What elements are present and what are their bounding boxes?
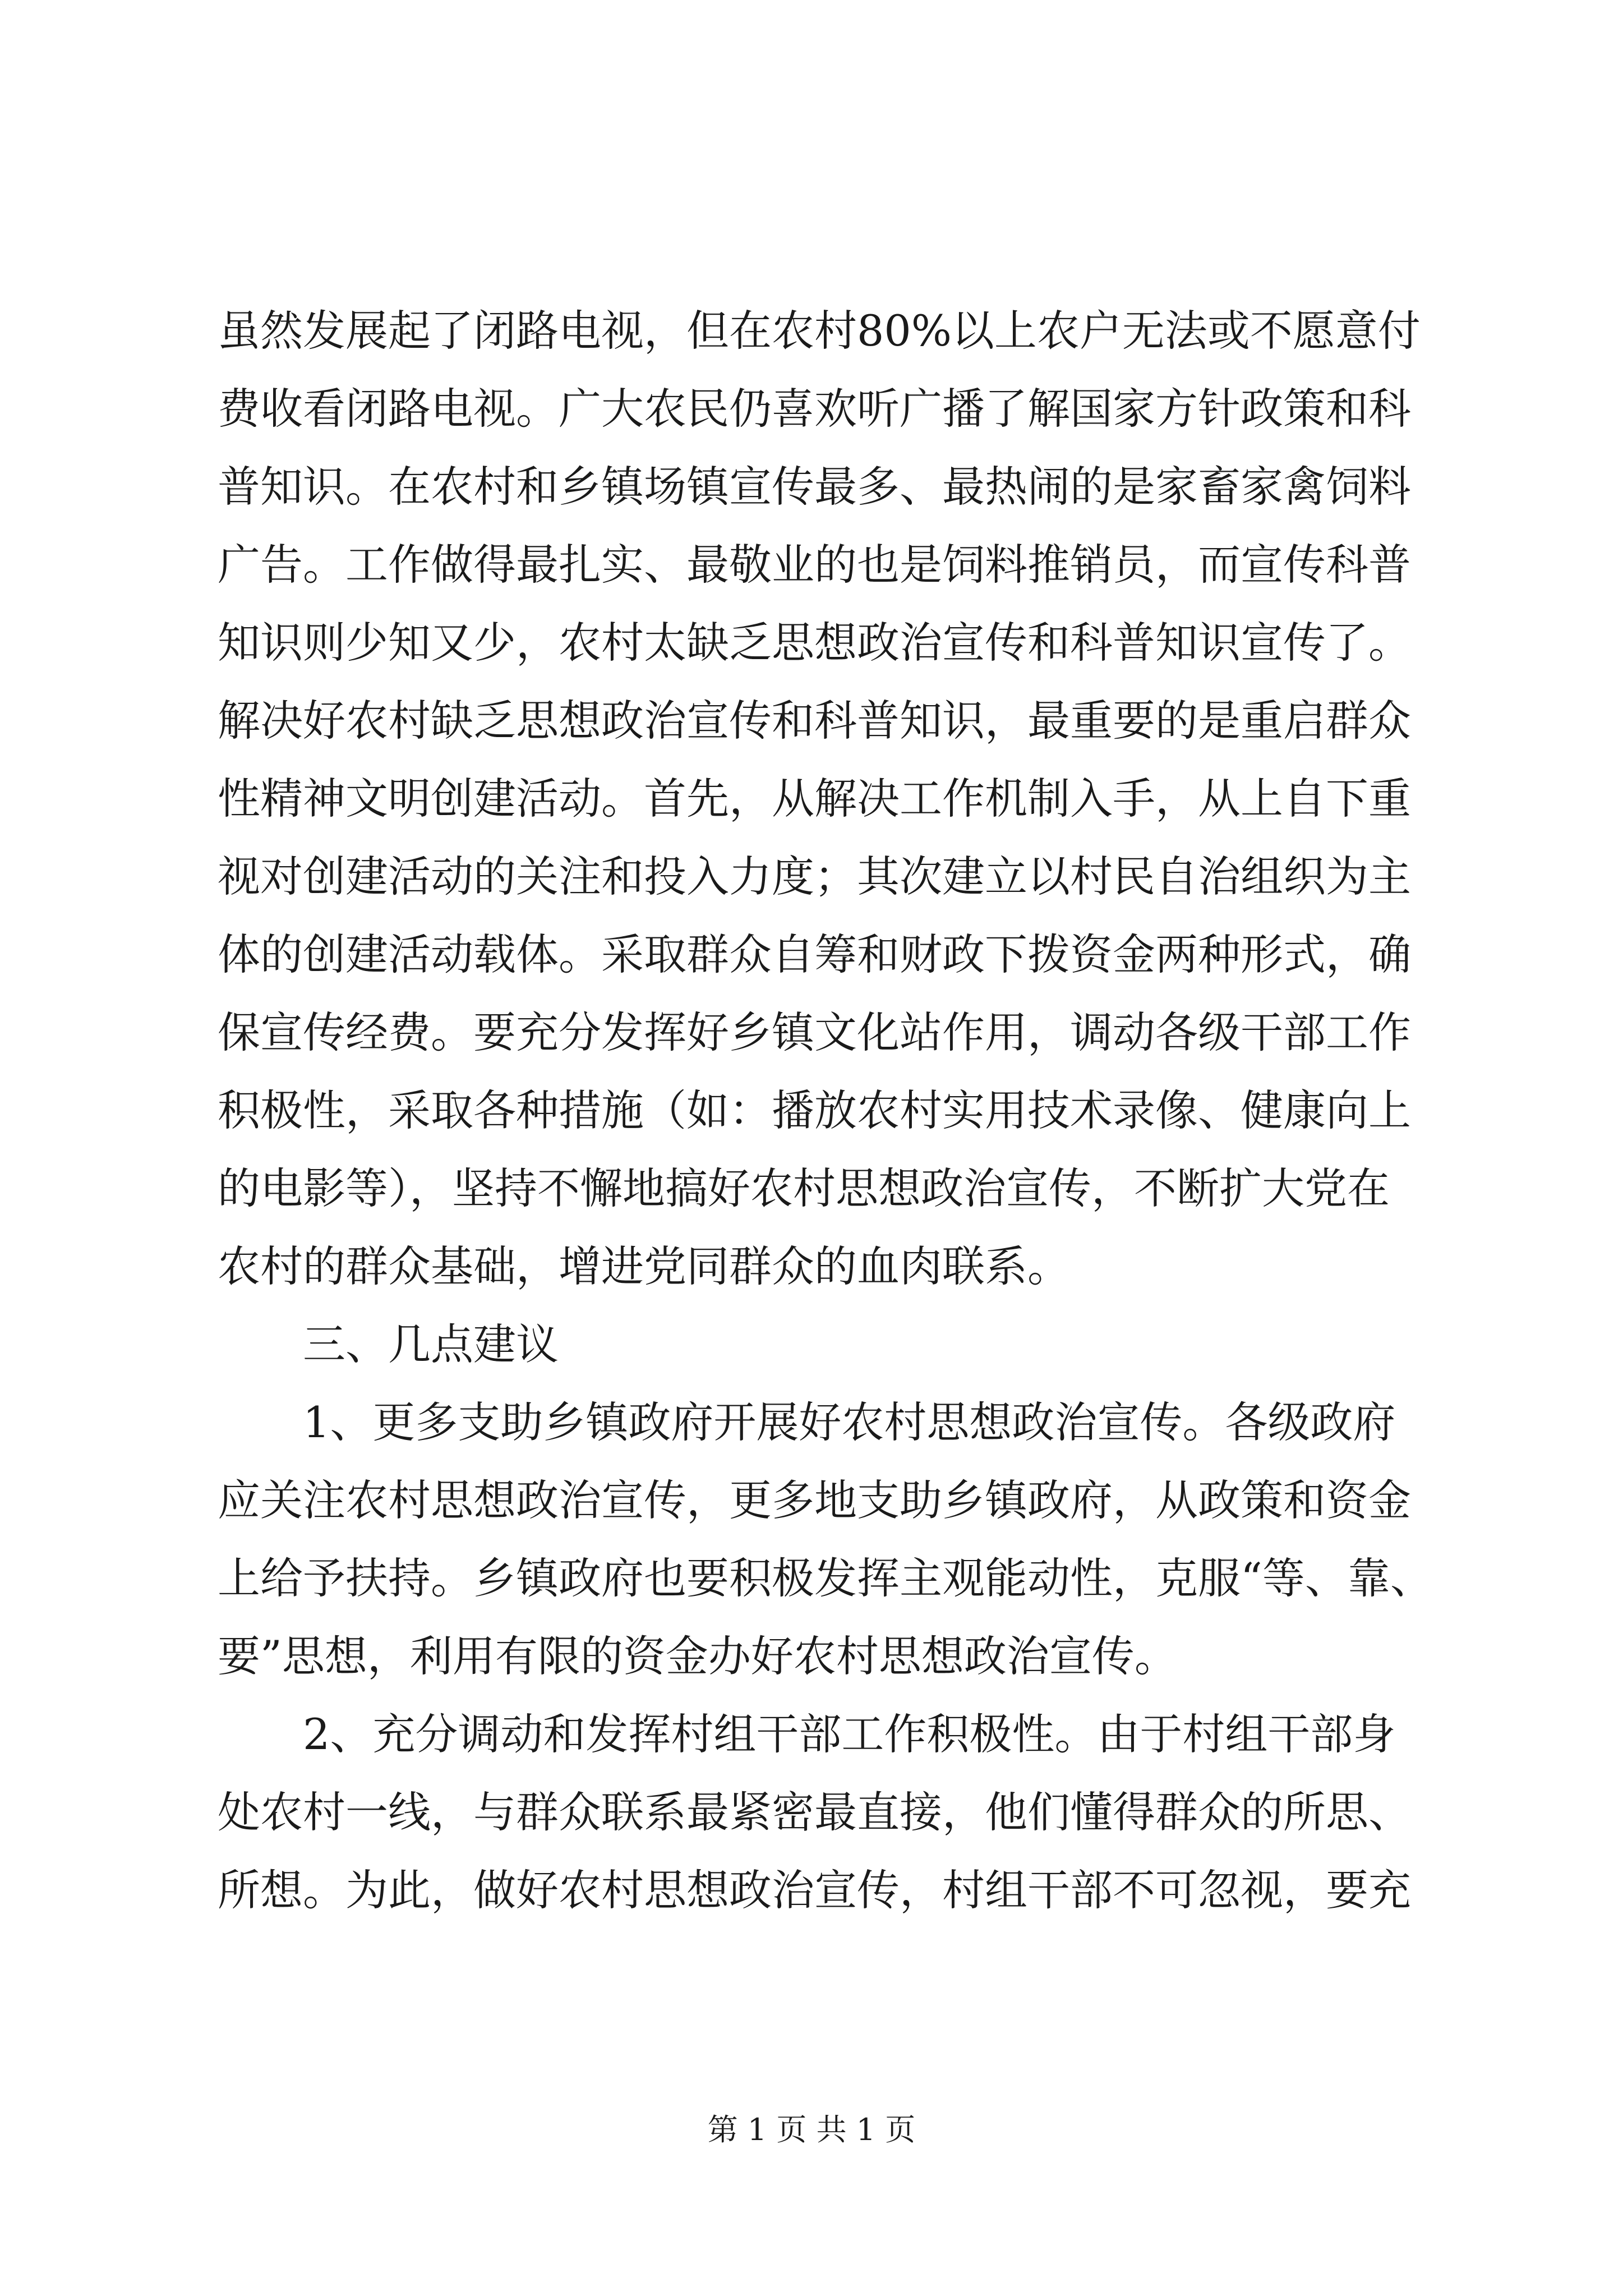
text-line: 体的创建活动载体。采取群众自筹和财政下拨资金两种形式，确 <box>218 930 1411 979</box>
text-line: 所想。为此，做好农村思想政治宣传，村组干部不可忽视，要充 <box>218 1865 1411 1915</box>
text-line: 广告。工作做得最扎实、最敬业的也是饲料推销员，而宣传科普 <box>218 540 1411 590</box>
text-line: 的电影等），坚持不懈地搞好农村思想政治宣传，不断扩大党在 <box>218 1163 1390 1213</box>
text-line: 解决好农村缺乏思想政治宣传和科普知识，最重要的是重启群众 <box>218 696 1411 746</box>
text-line: 性精神文明创建活动。首先，从解决工作机制入手，从上自下重 <box>218 774 1411 823</box>
text-line: 应关注农村思想政治宣传，更多地支助乡镇政府，从政策和资金 <box>218 1475 1411 1525</box>
text-line: 费收看闭路电视。广大农民仍喜欢听广播了解国家方针政策和科 <box>218 384 1411 434</box>
text-line: 2、充分调动和发挥村组干部工作积极性。由于村组干部身 <box>218 1709 1396 1759</box>
text-line: 1、更多支助乡镇政府开展好农村思想政治宣传。各级政府 <box>218 1397 1396 1447</box>
section-heading: 三、几点建议 <box>218 1319 559 1369</box>
text-line: 积极性，采取各种措施（如：播放农村实用技术录像、健康向上 <box>218 1085 1411 1135</box>
text-line: 保宣传经费。要充分发挥好乡镇文化站作用，调动各级干部工作 <box>218 1007 1411 1057</box>
text-line: 要”思想，利用有限的资金办好农村思想政治宣传。 <box>218 1631 1177 1681</box>
text-line: 视对创建活动的关注和投入力度；其次建立以村民自治组织为主 <box>218 852 1411 901</box>
document-body <box>218 292 1440 1929</box>
text-line: 农村的群众基础，增进党同群众的血肉联系。 <box>218 1241 1070 1291</box>
text-line: 上给予扶持。乡镇政府也要积极发挥主观能动性，克服“等、靠、 <box>218 1553 1433 1603</box>
text-line: 普知识。在农村和乡镇场镇宣传最多、最热闹的是家畜家禽饲料 <box>218 462 1411 512</box>
text-line: 处农村一线，与群众联系最紧密最直接，他们懂得群众的所思、 <box>218 1787 1411 1837</box>
page-number-footer: 第 1 页 共 1 页 <box>707 2112 916 2147</box>
text-line: 虽然发展起了闭路电视，但在农村80%以上农户无法或不愿意付 <box>218 306 1421 356</box>
text-line: 知识则少知又少，农村太缺乏思想政治宣传和科普知识宣传了。 <box>218 618 1411 668</box>
